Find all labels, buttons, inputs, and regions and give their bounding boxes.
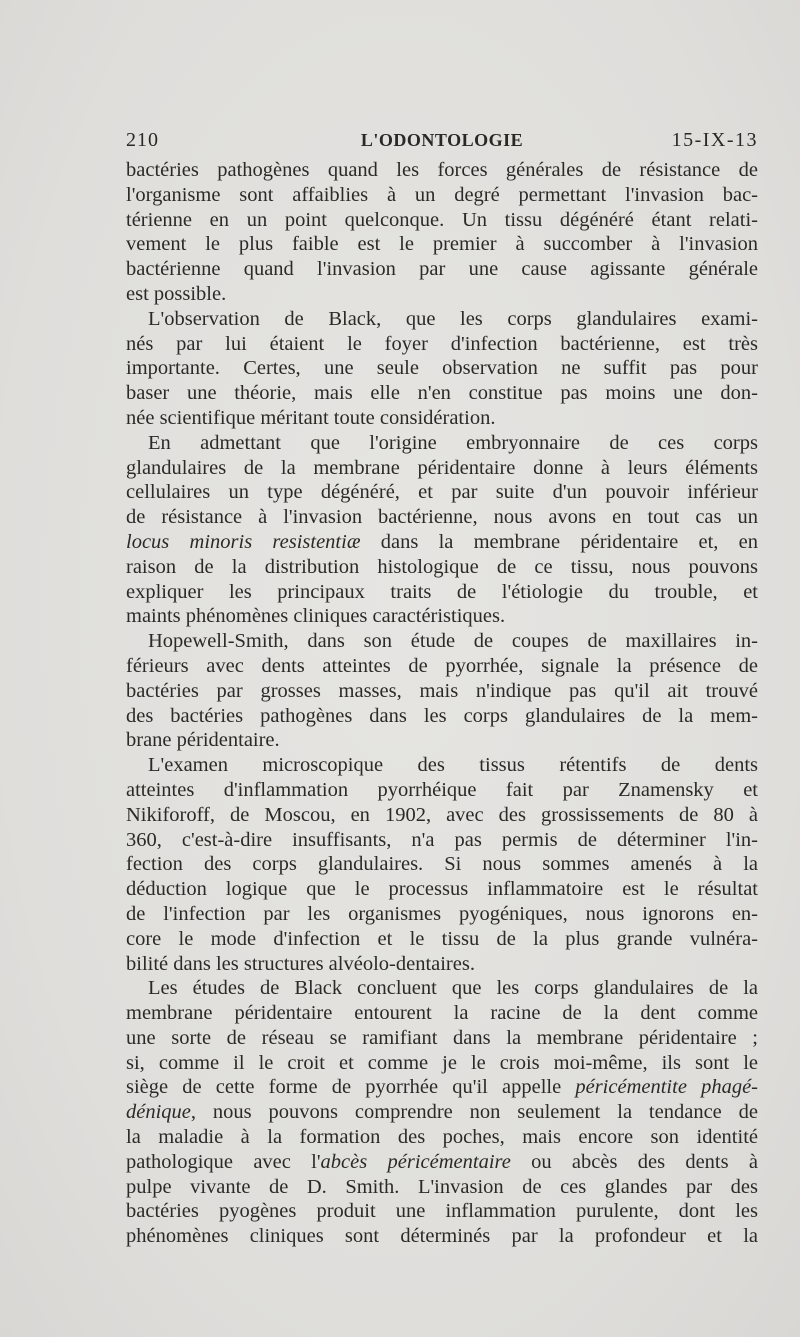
text-line [126,530,758,555]
page-number: 210 [126,129,159,151]
text-line: membrane péridentaire entourent la racine de la dent comme [126,1002,758,1025]
text-line: 360, c'est-à-dire insuffisants, n'a pas permis de déterminer l'in- [126,828,758,851]
italic-term: péricémentite phagé- [575,1076,759,1099]
text-line [126,1075,758,1100]
running-header [126,126,758,154]
text-line: bactéries par grosses masses, mais n'indique pas qu'il ait trouvé [126,679,758,702]
text-line: fection des corps glandulaires. Si nous sommes amenés à la [126,853,758,876]
text-line: atteintes d'inflammation pyorrhéique fait par Znamensky et [126,778,758,801]
text-line: Nikiforoff, de Moscou, en 1902, avec des grossissements de 80 à [126,803,758,826]
text-segment: , nous pouvons comprendre non seulement la tendance de [190,1101,758,1124]
italic-term: abcès péricémentaire [320,1150,511,1173]
text-line: née scientifique méritant toute considération. [126,406,496,429]
text-line [126,1100,758,1125]
running-title: L'ODONTOLOGIE [360,130,524,150]
text-line: baser une théorie, mais elle n'en constitue pas moins une don- [126,382,758,405]
text-segment: siège de cette forme de pyorrhée qu'il appelle [126,1076,576,1099]
text-line: bactéries pyogènes produit une inflammation purulente, dont les [126,1200,758,1223]
issue-date: 15-IX-13 [671,129,758,151]
text-line: déduction logique que le processus inflammatoire est le résultat [126,878,758,901]
text-line: férieurs avec dents atteintes de pyorrhée, signale la présence de [126,654,758,677]
text-line: glandulaires de la membrane péridentaire donne à leurs éléments [126,456,758,479]
text-line: est possible. [126,282,227,305]
text-line: des bactéries pathogènes dans les corps glandulaires de la mem- [126,704,758,727]
text-line: maints phénomènes cliniques caractéristiques. [126,605,506,628]
text-line: phénomènes cliniques sont déterminés par la profondeur et la [126,1225,758,1248]
text-line: raison de la distribution histologique de ce tissu, nous pouvons [126,555,758,578]
text-line: si, comme il le croit et comme je le crois moi-même, ils sont le [126,1051,758,1074]
text-line: la maladie à la formation des poches, mais encore son identité [126,1126,758,1149]
text-line [126,1150,758,1175]
text-line: une sorte de réseau se ramifiant dans la membrane péridentaire ; [126,1026,758,1049]
body-text [126,158,758,1249]
italic-term: dénique [126,1101,191,1124]
text-line: vement le plus faible est le premier à succomber à l'invasion [126,233,758,256]
text-segment: ou abcès des dents à [510,1150,758,1173]
text-line: de l'infection par les organismes pyogéniques, nous ignorons en- [126,902,758,925]
text-line: nés par lui étaient le foyer d'infection bactérienne, est très [126,332,758,355]
text-line: importante. Certes, une seule observation ne suffit pas pour [126,357,758,380]
text-line: L'observation de Black, que les corps glandulaires exami- [148,307,758,330]
text-line: bactéries pathogènes quand les forces générales de résistance de [126,159,758,181]
text-line: l'organisme sont affaiblies à un degré permettant l'invasion bac- [126,183,758,206]
text-line: expliquer les principaux traits de l'étiologie du trouble, et [126,580,758,603]
text-segment: pathologique avec l' [126,1150,321,1173]
italic-term: locus minoris resistentiæ [126,530,361,553]
text-line: de résistance à l'invasion bactérienne, nous avons en tout cas un [126,506,758,529]
text-line: En admettant que l'origine embryonnaire de ces corps [148,431,758,454]
text-line: Les études de Black concluent que les corps glandulaires de la [148,977,758,1000]
text-line: pulpe vivante de D. Smith. L'invasion de ces glandes par des [126,1175,758,1198]
text-line: bactérienne quand l'invasion par une cause agissante générale [126,258,758,281]
text-line: brane péridentaire. [126,729,280,752]
text-line: Hopewell-Smith, dans son étude de coupes de maxillaires in- [148,630,758,653]
text-line: cellulaires un type dégénéré, et par suite d'un pouvoir inférieur [126,481,758,504]
text-line: L'examen microscopique des tissus rétentifs de dents [148,754,758,777]
text-segment: dans la membrane péridentaire et, en [360,530,759,553]
text-line: bilité dans les structures alvéolo-dentaires. [126,952,475,975]
text-line: core le mode d'infection et le tissu de la plus grande vulnéra- [126,927,758,950]
text-line: térienne en un point quelconque. Un tissu dégénéré étant relati- [126,208,758,231]
